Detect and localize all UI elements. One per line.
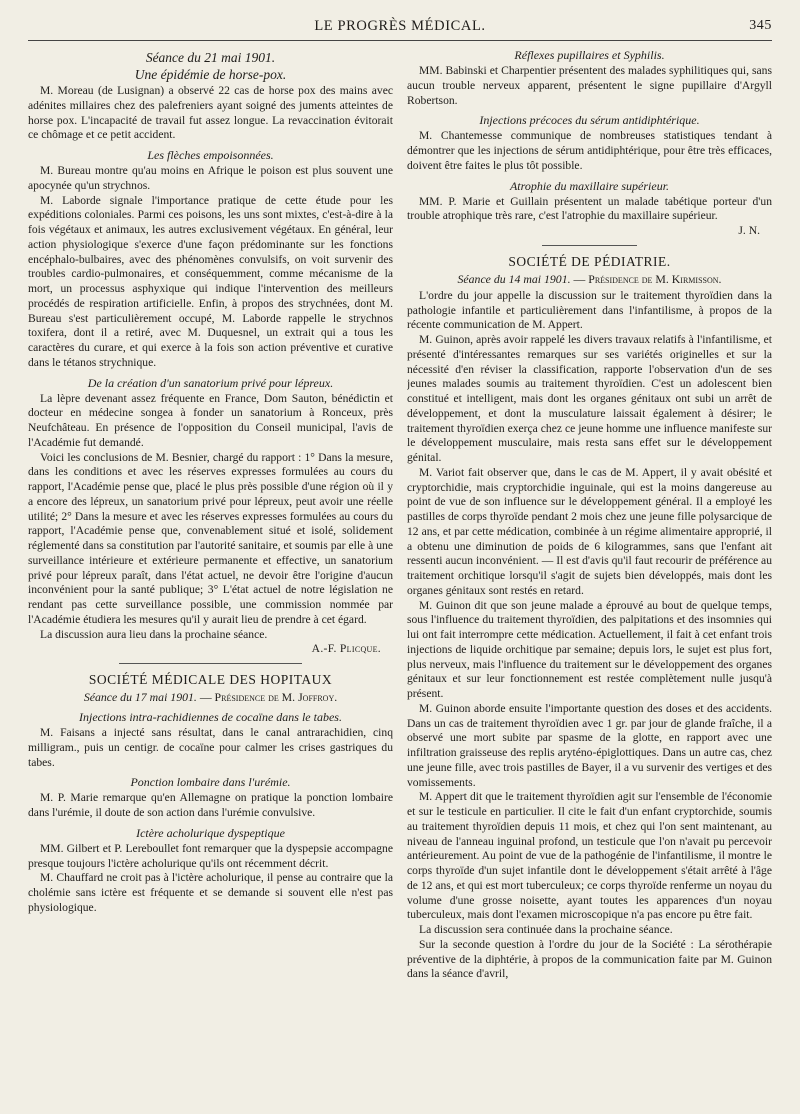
paragraph: Sur la seconde question à l'ordre du jour de la Société : La sérothérapie préventive de la diphtérie, à propos de la communication faite par M. Guinon dans la séance d'avril,	[407, 937, 772, 981]
session-presidency: — Présidence de M. Joffroy.	[199, 690, 338, 704]
paragraph: La discussion sera continuée dans la prochaine séance.	[419, 923, 673, 936]
paragraph: M. Chantemesse communique de nombreuses statistiques tendant à démontrer que les injections de sérum antidiphtérique, pour être très efficaces, doivent être faites le plus tôt possible.	[407, 129, 772, 172]
author-signature: J. N.	[738, 224, 760, 237]
section-divider	[119, 663, 302, 664]
right-column	[407, 48, 772, 1114]
paragraph: L'ordre du jour appelle la discussion sur le traitement thyroïdien dans la pathologie infantile et particulièrement dans l'infantilisme, à propos de la récente communication de M. Appert.	[407, 288, 772, 332]
journal-title: LE PROGRÈS MÉDICAL.	[314, 18, 486, 34]
society-heading: SOCIÉTÉ DE PÉDIATRIE.	[508, 253, 671, 269]
paragraph: M. Bureau montre qu'au moins en Afrique le poison est plus souvent une apocynée qu'un strychnos.	[28, 164, 393, 192]
session-date: Séance du 14 mai 1901.	[457, 271, 571, 286]
society-heading: SOCIÉTÉ MÉDICALE DES HOPITAUX	[88, 672, 333, 687]
paragraph: M. Guinon, après avoir rappelé les divers travaux relatifs à l'infantilisme, et présenté d'intéressantes remarques sur ses variétés originelles et sur la nécessité d'en réviser la classification, rapporte l'observation d'un de ses jeunes malades soumis au traitement thyroïdien. C'est un adolescent bien constitué et intelligent, mais dont les organes génitaux ont subi un arrêt de développement, et dont la musculature laissait également à désirer; le traitement thyroïdien exerça chez ce jeune homme une influence manifeste sur le développement musculaire, mais resta sans effet sur le développement génital.	[407, 333, 772, 464]
author-signature: A.-F. Plicque.	[311, 642, 381, 656]
session-heading: Séance du 21 mai 1901.	[145, 50, 276, 65]
session-line	[28, 690, 393, 705]
section-title: Injections intra-rachidiennes de cocaïne dans le tabes.	[79, 710, 342, 724]
paragraph: M. Guinon dit que son jeune malade a éprouvé au bout de quelque temps, sous l'influence du traitement thyroïdien, des palpitations et des insomnies qui lui ont fait interrompre cette médication. Actuellement, il fait à cet enfant trois injections de liquide orchitique par semaine; depuis lors, le sujet est plus fort, plus nerveux, mais l'influence du traitement sur le développement des organes génitaux et sur leur fonctionnement est restée complètement nulle jusqu'à présent.	[407, 598, 772, 700]
section-title: De la création d'un sanatorium privé pour lépreux.	[87, 375, 334, 390]
paragraph: M. Chauffard ne croit pas à l'ictère acholurique, il pense au contraire que la cholémie sans ictère est fréquente et se demande si souvent elle n'est pas physiologique.	[28, 871, 393, 914]
section-title: Injections précoces du sérum antidiphtérique.	[479, 113, 700, 128]
paragraph: Voici les conclusions de M. Besnier, chargé du rapport : 1° Dans la mesure, dans les conditions et avec les réserves expresses formulées au cours du rapport, l'Académie pense que, placé le plus près possible d'une région où il y a encore des lépreux, un sanatorium privé pour lépreux, peut avoir une réelle utilité; 2° Dans la mesure et avec les réserves expresses formulées au cours du rapport, l'Académie pense que, convenablement situé et isolé, solidement réglementé dans sa constitution par l'autorité sanitaire, et soumis par elle à une surveillance intérieure et extérieure permanente et effective, un sanatorium privé pour lépreux paraît, dans l'état actuel, ne devoir être l'origine d'aucun inconvénient pour la santé publique; 3° L'état actuel de notre législation ne rendant pas cette surveillance possible, une commission nommée par l'Académie étudiera les mesures qu'il y aurait lieu de prendre à cet égard.	[28, 450, 393, 626]
paragraph: M. Faisans a injecté sans résultat, dans le canal antrarachidien, cinq milligram., puis un centigr. de cocaïne pour calmer les crises gastriques du tabes.	[28, 726, 393, 769]
section-title: Ponction lombaire dans l'urémie.	[130, 775, 291, 790]
section-title: Réflexes pupillaires et Syphilis.	[514, 48, 665, 62]
session-date: Séance du 17 mai 1901.	[83, 690, 197, 704]
section-title: Une épidémie de horse-pox.	[134, 67, 287, 82]
paragraph: M. Appert dit que le traitement thyroïdien agit sur l'ensemble de l'économie et sur le testicule en particulier. Il cite le fait d'un enfant cryptorchide, soumis au traitement thyroïdien depuis 11 mois, et chez qui l'on sent maintenant, au niveau de l'anneau inguinal profond, un testicule que l'on n'avait pu percevoir antérieurement. Au point de vue de la pathogénie de l'infantilisme, il montre le corps thyroïde d'un sujet infantile dont le développement s'était arrêté à l'âge de 12 ans, et qui est mort tuberculeux; ce corps thyroïde renferme un noyau du volume d'une grosse noisette, ayant toutes les apparences d'un noyau tuberculeux, mais dont l'examen microscopique n'a pas encore pu être fait.	[407, 790, 772, 922]
paragraph: M. Guinon aborde ensuite l'importante question des doses et des accidents. Dans un cas de traitement thyroïdien avec 1 gr. par jour de glande fraîche, il a observé une mort subite par spasme de la glotte, en rapport avec une infiltration graisseuse des replis aryténo-épiglottiques. Dans un autre cas, chez une jeune fille, avec trois pastilles de Bayer, il a vu survenir des vertiges et des vomissements.	[407, 701, 772, 789]
session-presidency: — Présidence de M. Kirmisson.	[573, 271, 722, 286]
running-head	[28, 18, 772, 41]
paragraph: M. P. Marie remarque qu'en Allemagne on pratique la ponction lombaire dans l'urémie, il doute de son action dans l'urémie convulsive.	[28, 791, 393, 819]
section-divider	[542, 245, 637, 246]
paragraph: MM. Babinski et Charpentier présentent des malades syphilitiques qui, sans aucun trouble nerveux apparent, présentent le signe pupillaire d'Argyll Robertson.	[407, 64, 772, 107]
left-column	[28, 48, 393, 1114]
paragraph: M. Variot fait observer que, dans le cas de M. Appert, il y avait obésité et cryptorchidie, mais cryptorchidie inguinale, qui est la moins dangereuse au point de vue de son influence sur le développement général. Il a employé les pastilles de corps thyroïde pendant 2 mois chez une jeune fille polysarcique de 12 ans, et par cette médication, combinée à un régime alimentaire approprié, il a obtenu une diminution de poids de 6 kilogrammes, sans que l'enfant ait ressenti aucun inconvénient. — Il est d'avis qu'il faut recourir de préférence au traitement orchitique lorsqu'il s'agit de sujets bien développés, mais dont les organes génitaux sont restés en retard.	[407, 465, 772, 597]
paragraph: M. Moreau (de Lusignan) a observé 22 cas de horse pox des mains avec adénites millaires chez des palefreniers ayant soigné des juments atteintes de horse pox. L'incapacité de travail fut assez longue. La revaccination évitorait ce chômage et ce petit accident.	[28, 84, 393, 142]
paragraph: MM. Gilbert et P. Lereboullet font remarquer que la dyspepsie accompagne presque toujours l'ictère acholurique qu'ils ont récemment décrit.	[28, 841, 393, 870]
section-title: Ictère acholurique dyspeptique	[136, 825, 285, 840]
paragraph: La lèpre devenant assez fréquente en France, Dom Sauton, bénédictin et docteur en médecine songea à fonder un sanatorium à Ronceux, près Neufchâteau. En présence de l'opposition du Conseil municipal, l'avis de l'Académie fut demandé.	[28, 391, 393, 449]
section-title: Les flèches empoisonnées.	[147, 148, 274, 162]
page-number: 345	[749, 18, 772, 33]
section-title: Atrophie du maxillaire supérieur.	[509, 178, 670, 193]
session-line	[407, 272, 772, 287]
two-column-body	[28, 48, 772, 1114]
paragraph: MM. P. Marie et Guillain présentent un malade tabétique porteur d'un trouble atrophique très rare, c'est l'atrophie du maxillaire supérieur.	[407, 194, 772, 223]
paragraph: La discussion aura lieu dans la prochaine séance.	[40, 627, 268, 641]
paragraph: M. Laborde signale l'importance pratique de cette étude pour les expéditions coloniales. Parmi ces poisons, les uns sont mixtes, c'est-à-dire à la fois végétaux et animaux, les autres exclusivement végétaux. En général, leur action physiologique s'exerce d'une façon prédominante sur les fonctions encéphalo-bulbaires, avec des phénomènes convulsifs, on voit survenir des troubles cardio-pulmonaires, et conséquemment, comme mécanisme de la mort, un processus asphyxique qui indique l'intervention des meilleurs procédés de respiration artificielle. Enfin, à propos des strychnées, dont M. Bureau s'est particulièrement occupé, M. Laborde rappelle le strychnos toxifera, dont il a retiré, avec M. Duquesnel, un extrait qui a tous les caractères du curare, et qui exerce à la fois son action préventive et curative dans le tétanos strychnique.	[28, 193, 393, 369]
